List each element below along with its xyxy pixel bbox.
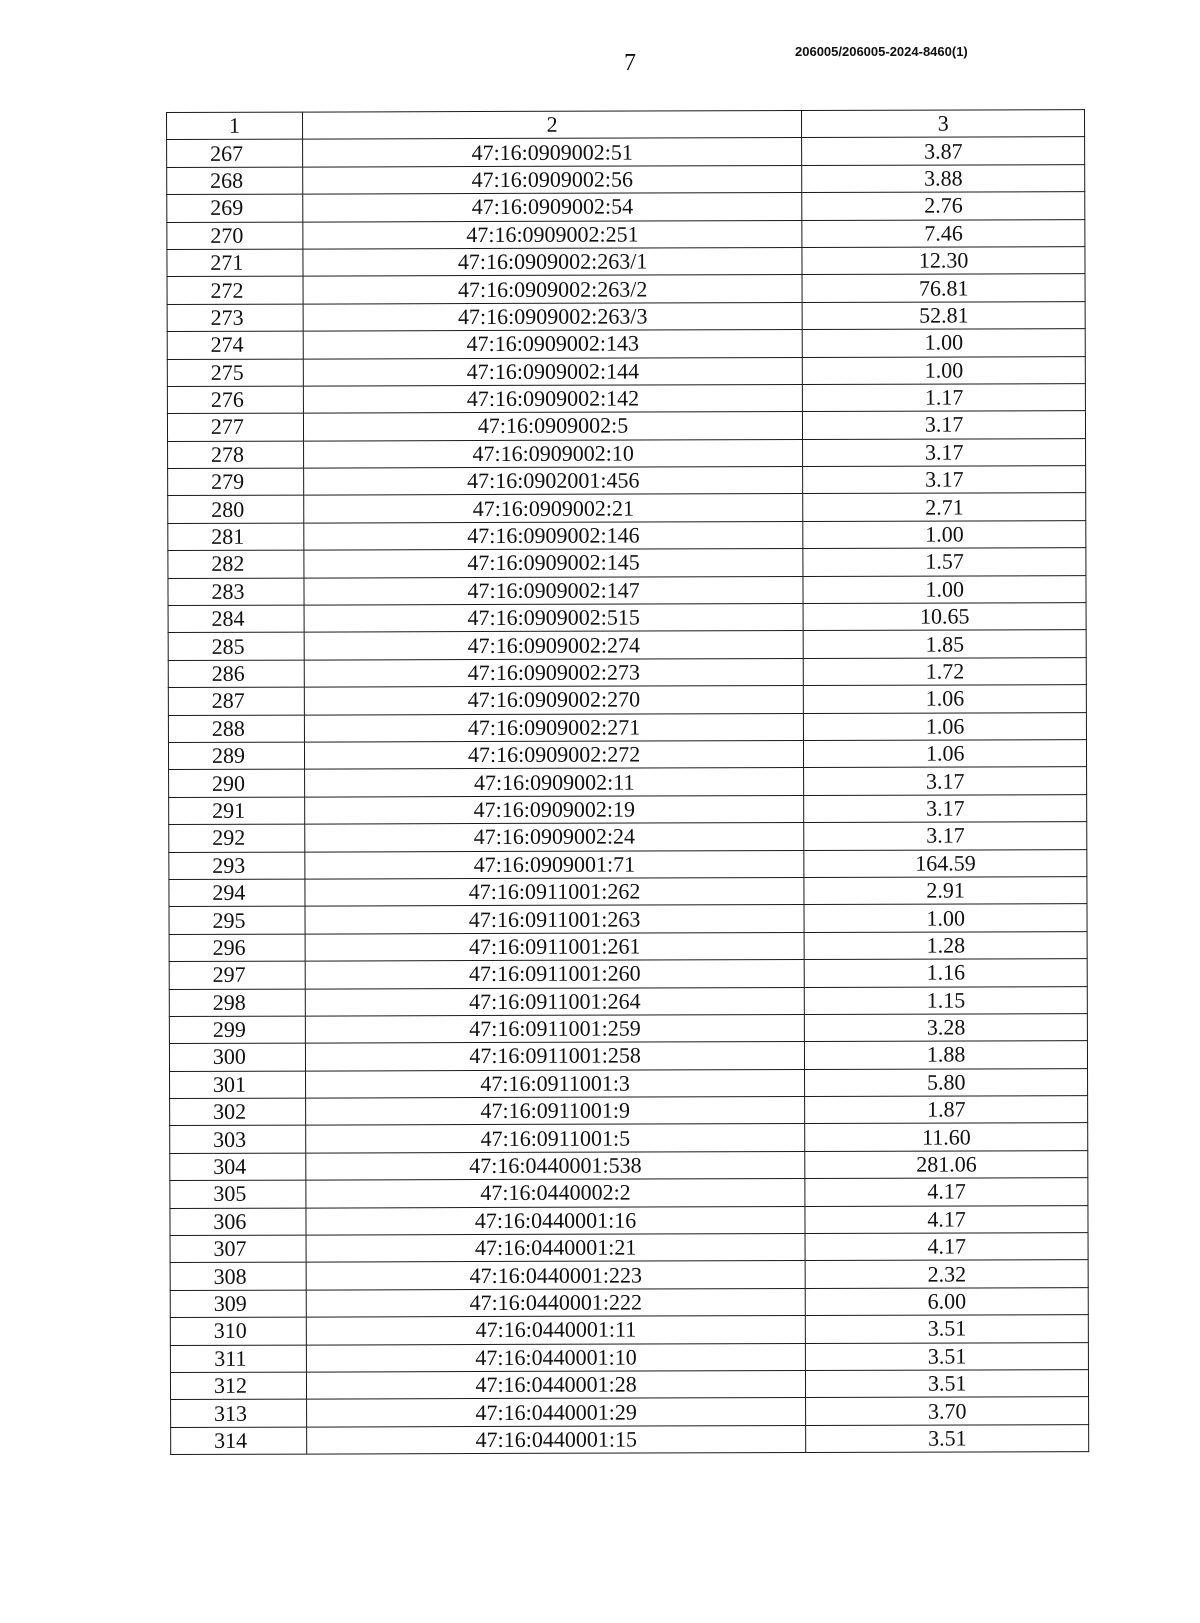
- area-cell: 1.00: [803, 575, 1086, 603]
- area-cell: 1.16: [805, 959, 1088, 987]
- area-cell: 1.06: [804, 685, 1087, 713]
- row-number-cell: 289: [168, 742, 304, 770]
- document-id: 206005/206005-2024-8460(1): [795, 44, 968, 59]
- row-number-cell: 305: [170, 1180, 306, 1208]
- row-number-cell: 292: [169, 824, 305, 852]
- row-number-cell: 280: [168, 496, 304, 524]
- area-cell: 3.51: [806, 1370, 1089, 1398]
- row-number-cell: 300: [169, 1043, 305, 1071]
- row-number-cell: 296: [169, 934, 305, 962]
- cadastral-number-cell: 47:16:0440001:28: [306, 1370, 806, 1399]
- table-row: [170, 1260, 1088, 1290]
- area-cell: 6.00: [806, 1287, 1089, 1315]
- row-number-cell: 310: [170, 1317, 306, 1345]
- table-row: [170, 1315, 1088, 1345]
- cadastral-number-cell: 47:16:0911001:261: [305, 932, 805, 961]
- row-number-cell: 277: [167, 413, 303, 441]
- row-number-cell: 272: [167, 276, 303, 304]
- area-cell: 3.17: [803, 438, 1086, 466]
- area-cell: 2.76: [802, 192, 1085, 220]
- cadastral-number-cell: 47:16:0440001:223: [306, 1261, 806, 1290]
- row-number-cell: 312: [170, 1372, 306, 1400]
- cadastral-number-cell: 47:16:0911001:264: [305, 987, 805, 1016]
- table-row: [170, 1068, 1088, 1098]
- table-row: [169, 877, 1087, 907]
- row-number-cell: 297: [169, 961, 305, 989]
- area-cell: 1.15: [805, 986, 1088, 1014]
- area-cell: 164.59: [804, 849, 1087, 877]
- area-cell: 52.81: [802, 301, 1085, 329]
- cadastral-number-cell: 47:16:0440001:222: [306, 1288, 806, 1317]
- table-body: [167, 137, 1089, 1455]
- row-number-cell: 306: [170, 1208, 306, 1236]
- cadastral-number-cell: 47:16:0911001:262: [305, 877, 805, 906]
- cadastral-number-cell: 47:16:0911001:259: [305, 1014, 805, 1043]
- cadastral-number-cell: 47:16:0909002:270: [304, 686, 804, 715]
- cadastral-number-cell: 47:16:0909002:263/1: [303, 247, 803, 276]
- table-row: [168, 657, 1086, 687]
- table-row: [168, 603, 1086, 633]
- column-header-3: 3: [802, 110, 1085, 138]
- cadastral-number-cell: 47:16:0909002:251: [303, 220, 803, 249]
- cadastral-number-cell: 47:16:0909002:274: [304, 631, 804, 660]
- table-row: [170, 1150, 1088, 1180]
- cadastral-number-cell: 47:16:0909002:19: [305, 795, 805, 824]
- cadastral-number-cell: 47:16:0909002:56: [303, 165, 803, 194]
- area-cell: 3.51: [806, 1315, 1089, 1343]
- table-row: [170, 1178, 1088, 1208]
- table-row: [168, 685, 1086, 715]
- table-row: [167, 356, 1085, 386]
- table-row: [167, 274, 1085, 304]
- area-cell: 1.06: [804, 740, 1087, 768]
- row-number-cell: 271: [167, 249, 303, 277]
- row-number-cell: 309: [170, 1290, 306, 1318]
- row-number-cell: 282: [168, 550, 304, 578]
- area-cell: 5.80: [805, 1068, 1088, 1096]
- cadastral-number-cell: 47:16:0440001:538: [306, 1151, 806, 1180]
- table-row: [170, 1096, 1088, 1126]
- cadastral-number-cell: 47:16:0911001:9: [305, 1097, 805, 1126]
- table-row: [167, 301, 1085, 331]
- table-header-row: [167, 110, 1085, 140]
- area-cell: 3.17: [803, 466, 1086, 494]
- row-number-cell: 281: [168, 523, 304, 551]
- table-row: [167, 192, 1085, 222]
- area-cell: 3.87: [802, 137, 1085, 165]
- area-cell: 3.88: [802, 164, 1085, 192]
- area-cell: 1.17: [803, 384, 1086, 412]
- cadastral-number-cell: 47:16:0909002:145: [304, 549, 804, 578]
- cadastral-number-cell: 47:16:0909002:271: [304, 713, 804, 742]
- cadastral-number-cell: 47:16:0909002:5: [303, 412, 803, 441]
- row-number-cell: 288: [168, 715, 304, 743]
- table-row: [168, 548, 1086, 578]
- area-cell: 3.70: [806, 1397, 1089, 1425]
- cadastral-number-cell: 47:16:0911001:5: [306, 1124, 806, 1153]
- row-number-cell: 294: [169, 879, 305, 907]
- area-cell: 4.17: [805, 1233, 1088, 1261]
- cadastral-number-cell: 47:16:0909002:144: [303, 357, 803, 386]
- row-number-cell: 301: [170, 1071, 306, 1099]
- row-number-cell: 274: [167, 331, 303, 359]
- area-cell: 3.51: [806, 1342, 1089, 1370]
- row-number-cell: 286: [168, 660, 304, 688]
- cadastral-number-cell: 47:16:0909002:54: [303, 193, 803, 222]
- cadastral-number-cell: 47:16:0440001:21: [306, 1234, 806, 1263]
- cadastral-number-cell: 47:16:0911001:260: [305, 960, 805, 989]
- table-row: [171, 1397, 1089, 1427]
- row-number-cell: 287: [168, 687, 304, 715]
- cadastral-number-cell: 47:16:0909002:24: [305, 823, 805, 852]
- area-cell: 4.17: [805, 1178, 1088, 1206]
- row-number-cell: 291: [169, 797, 305, 825]
- row-number-cell: 268: [167, 167, 303, 195]
- row-number-cell: 314: [171, 1427, 307, 1455]
- cadastral-number-cell: 47:16:0440001:11: [306, 1316, 806, 1345]
- table-row: [168, 740, 1086, 770]
- cadastral-number-cell: 47:16:0909002:273: [304, 658, 804, 687]
- cadastral-number-cell: 47:16:0909002:10: [303, 439, 803, 468]
- row-number-cell: 295: [169, 906, 305, 934]
- table-row: [170, 1370, 1088, 1400]
- cadastral-number-cell: 47:16:0909002:21: [304, 494, 804, 523]
- area-cell: 2.91: [804, 877, 1087, 905]
- row-number-cell: 269: [167, 194, 303, 222]
- parcel-table: [166, 109, 1089, 1455]
- area-cell: 281.06: [805, 1150, 1088, 1178]
- row-number-cell: 304: [170, 1153, 306, 1181]
- area-cell: 3.51: [806, 1424, 1089, 1452]
- cadastral-number-cell: 47:16:0902001:456: [303, 467, 803, 496]
- area-cell: 4.17: [805, 1205, 1088, 1233]
- table-row: [167, 219, 1085, 249]
- table-row: [167, 137, 1085, 167]
- area-cell: 1.88: [805, 1041, 1088, 1069]
- area-cell: 10.65: [803, 603, 1086, 631]
- column-header-2: 2: [302, 111, 802, 140]
- row-number-cell: 303: [170, 1126, 306, 1154]
- area-cell: 1.00: [804, 904, 1087, 932]
- cadastral-number-cell: 47:16:0440002:2: [306, 1179, 806, 1208]
- table-row: [169, 904, 1087, 934]
- cadastral-number-cell: 47:16:0440001:15: [306, 1425, 806, 1454]
- area-cell: 12.30: [802, 247, 1085, 275]
- area-cell: 1.06: [804, 712, 1087, 740]
- area-cell: 7.46: [802, 219, 1085, 247]
- table-row: [169, 1041, 1087, 1071]
- area-cell: 3.17: [804, 822, 1087, 850]
- cadastral-number-cell: 47:16:0909002:147: [304, 576, 804, 605]
- table-row: [167, 384, 1085, 414]
- table-row: [168, 575, 1086, 605]
- cadastral-number-cell: 47:16:0909002:146: [304, 521, 804, 550]
- table-row: [169, 794, 1087, 824]
- cadastral-number-cell: 47:16:0440001:16: [306, 1206, 806, 1235]
- cadastral-number-cell: 47:16:0909001:71: [305, 850, 805, 879]
- cadastral-number-cell: 47:16:0909002:11: [304, 768, 804, 797]
- row-number-cell: 308: [170, 1262, 306, 1290]
- row-number-cell: 283: [168, 578, 304, 606]
- row-number-cell: 302: [170, 1098, 306, 1126]
- area-cell: 1.85: [803, 630, 1086, 658]
- area-cell: 1.87: [805, 1096, 1088, 1124]
- area-cell: 1.57: [803, 548, 1086, 576]
- row-number-cell: 293: [169, 852, 305, 880]
- table-row: [167, 329, 1085, 359]
- row-number-cell: 276: [167, 386, 303, 414]
- table-row: [168, 520, 1086, 550]
- area-cell: 3.17: [803, 411, 1086, 439]
- area-cell: 2.32: [805, 1260, 1088, 1288]
- cadastral-number-cell: 47:16:0911001:258: [305, 1042, 805, 1071]
- table-row: [167, 164, 1085, 194]
- row-number-cell: 279: [168, 468, 304, 496]
- table-row: [168, 712, 1086, 742]
- row-number-cell: 278: [168, 441, 304, 469]
- cadastral-number-cell: 47:16:0911001:3: [305, 1069, 805, 1098]
- table-row: [171, 1424, 1089, 1454]
- row-number-cell: 298: [169, 989, 305, 1017]
- table-row: [169, 959, 1087, 989]
- table-row: [167, 411, 1085, 441]
- table-row: [170, 1342, 1088, 1372]
- cadastral-number-cell: 47:16:0909002:263/3: [303, 302, 803, 331]
- area-cell: 76.81: [802, 274, 1085, 302]
- row-number-cell: 313: [171, 1399, 307, 1427]
- table-row: [170, 1233, 1088, 1263]
- row-number-cell: 307: [170, 1235, 306, 1263]
- table-row: [168, 438, 1086, 468]
- table-row: [169, 767, 1087, 797]
- table-row: [169, 986, 1087, 1016]
- area-cell: 3.17: [804, 794, 1087, 822]
- cadastral-number-cell: 47:16:0911001:263: [305, 905, 805, 934]
- table-row: [169, 849, 1087, 879]
- table-row: [168, 466, 1086, 496]
- row-number-cell: 270: [167, 222, 303, 250]
- cadastral-number-cell: 47:16:0440001:29: [306, 1398, 806, 1427]
- table-row: [167, 247, 1085, 277]
- area-cell: 1.00: [803, 356, 1086, 384]
- parcel-table-container: [166, 112, 1085, 1455]
- cadastral-number-cell: 47:16:0909002:142: [303, 384, 803, 413]
- area-cell: 1.00: [803, 329, 1086, 357]
- area-cell: 3.17: [804, 767, 1087, 795]
- row-number-cell: 284: [168, 605, 304, 633]
- row-number-cell: 273: [167, 304, 303, 332]
- row-number-cell: 275: [167, 359, 303, 387]
- area-cell: 1.28: [804, 931, 1087, 959]
- cadastral-number-cell: 47:16:0440001:10: [306, 1343, 806, 1372]
- page-number: 7: [624, 50, 636, 76]
- table-row: [168, 630, 1086, 660]
- area-cell: 1.00: [803, 520, 1086, 548]
- table-row: [170, 1123, 1088, 1153]
- table-row: [170, 1287, 1088, 1317]
- cadastral-number-cell: 47:16:0909002:51: [302, 138, 802, 167]
- area-cell: 3.28: [805, 1014, 1088, 1042]
- area-cell: 1.72: [804, 657, 1087, 685]
- area-cell: 11.60: [805, 1123, 1088, 1151]
- cadastral-number-cell: 47:16:0909002:272: [304, 740, 804, 769]
- row-number-cell: 311: [170, 1345, 306, 1373]
- row-number-cell: 267: [167, 139, 303, 167]
- table-row: [168, 493, 1086, 523]
- table-row: [169, 1014, 1087, 1044]
- table-row: [169, 931, 1087, 961]
- column-header-1: 1: [167, 112, 303, 140]
- table-row: [169, 822, 1087, 852]
- area-cell: 2.71: [803, 493, 1086, 521]
- table-row: [170, 1205, 1088, 1235]
- cadastral-number-cell: 47:16:0909002:143: [303, 330, 803, 359]
- cadastral-number-cell: 47:16:0909002:515: [304, 604, 804, 633]
- row-number-cell: 299: [169, 1016, 305, 1044]
- row-number-cell: 290: [169, 769, 305, 797]
- cadastral-number-cell: 47:16:0909002:263/2: [303, 275, 803, 304]
- row-number-cell: 285: [168, 632, 304, 660]
